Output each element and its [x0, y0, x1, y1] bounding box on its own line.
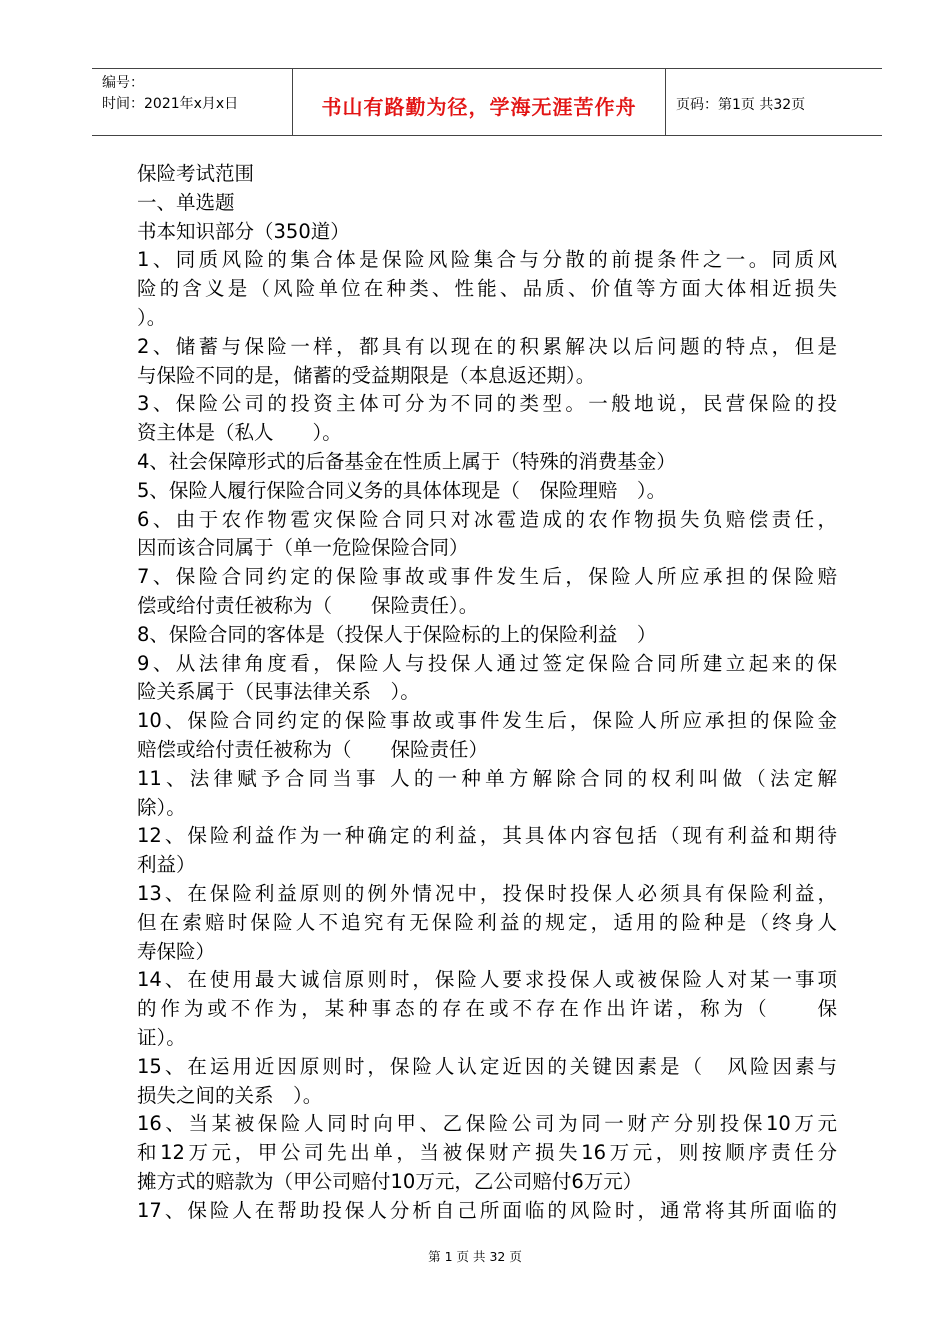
text-line: 和12万元，甲公司先出单，当被保财产损失16万元，则按顺序责任分: [137, 1141, 837, 1165]
text-line: 17、保险人在帮助投保人分析自己所面临的风险时，通常将其所面临的: [137, 1198, 837, 1222]
text-line: 5、保险人履行保险合同义务的具体体现是（ 保险理赔 ）。: [137, 478, 667, 502]
text-line: 摊方式的赔款为（甲公司赔付10万元，乙公司赔付6万元）: [137, 1169, 643, 1193]
text-line: 14、在使用最大诚信原则时，保险人要求投保人或被保险人对某一事项: [137, 968, 837, 992]
text-line: 的作为或不作为，某种事态的存在或不存在作出许诺，称为（ 保: [137, 997, 837, 1021]
text-line: 一、单选题: [137, 190, 235, 214]
text-line: 因而该合同属于（单一危险保险合同）: [137, 536, 469, 560]
text-line: 寿保险）: [137, 939, 216, 963]
text-line: 3、保险公司的投资主体可分为不同的类型。一般地说，民营保险的投: [137, 392, 837, 416]
document-header: [92, 68, 882, 136]
header-motto-cell: [292, 69, 666, 135]
text-line: 资主体是（私人 ）。: [137, 421, 342, 445]
text-line: 损失之间的关系 ）。: [137, 1083, 323, 1107]
text-line: 利益）: [137, 853, 196, 877]
text-line: 15、在运用近因原则时，保险人认定近因的关键因素是（ 风险因素与: [137, 1054, 837, 1078]
header-meta: [92, 69, 292, 135]
text-line: 10、保险合同约定的保险事故或事件发生后，保险人所应承担的保险金: [137, 709, 837, 733]
text-line: 与保险不同的是，储蓄的受益期限是（本息返还期）。: [137, 363, 596, 387]
text-line: 12、保险利益作为一种确定的利益，其具体内容包括（现有利益和期待: [137, 824, 837, 848]
text-line: 9、从法律角度看，保险人与投保人通过签定保险合同所建立起来的保: [137, 651, 837, 675]
text-line: 8、保险合同的客体是（投保人于保险标的上的保险利益 ）: [137, 622, 657, 646]
text-line: 赔偿或给付责任被称为（ 保险责任）: [137, 737, 489, 761]
header-time-label: 时间：2021年x月x日: [102, 96, 239, 112]
text-line: 险关系属于（民事法律关系 ）。: [137, 680, 420, 704]
text-line: 7、保险合同约定的保险事故或事件发生后，保险人所应承担的保险赔: [137, 565, 837, 589]
text-line: 但在索赔时保险人不追究有无保险利益的规定，适用的险种是（终身人: [137, 910, 837, 934]
page-footer: 第 1 页 共 32 页: [428, 1249, 522, 1264]
text-line: 除）。: [137, 795, 186, 819]
text-line: ）。: [137, 305, 167, 329]
text-line: 书本知识部分（350道）: [137, 219, 350, 243]
header-page-cell: [666, 69, 882, 135]
header-motto: 书山有路勤为径，学海无涯苦作舟: [321, 95, 637, 119]
text-line: 证）。: [137, 1025, 186, 1049]
text-line: 11、法律赋予合同当事 人的一种单方解除合同的权利叫做（法定解: [137, 766, 837, 790]
text-line: 2、储蓄与保险一样，都具有以现在的积累解决以后问题的特点，但是: [137, 334, 837, 358]
text-line: 偿或给付责任被称为（ 保险责任）。: [137, 593, 479, 617]
text-line: 保险考试范围: [137, 162, 255, 185]
text-line: 6、由于农作物雹灾保险合同只对冰雹造成的农作物损失负赔偿责任，: [137, 507, 837, 531]
header-page-info: 页码：第1页 共32页: [676, 97, 806, 113]
text-line: 1、同质风险的集合体是保险风险集合与分散的前提条件之一。同质风: [137, 248, 837, 272]
document-body: [137, 160, 837, 1225]
text-line: 险的含义是（风险单位在种类、性能、品质、价值等方面大体相近损失: [137, 277, 837, 301]
text-line: 16、当某被保险人同时向甲、乙保险公司为同一财产分别投保10万元: [137, 1112, 837, 1136]
text-line: 4、社会保障形式的后备基金在性质上属于（特殊的消费基金）: [137, 449, 676, 473]
text-line: 13、在保险利益原则的例外情况中，投保时投保人必须具有保险利益，: [137, 881, 837, 905]
header-number-label: 编号：: [102, 75, 144, 91]
